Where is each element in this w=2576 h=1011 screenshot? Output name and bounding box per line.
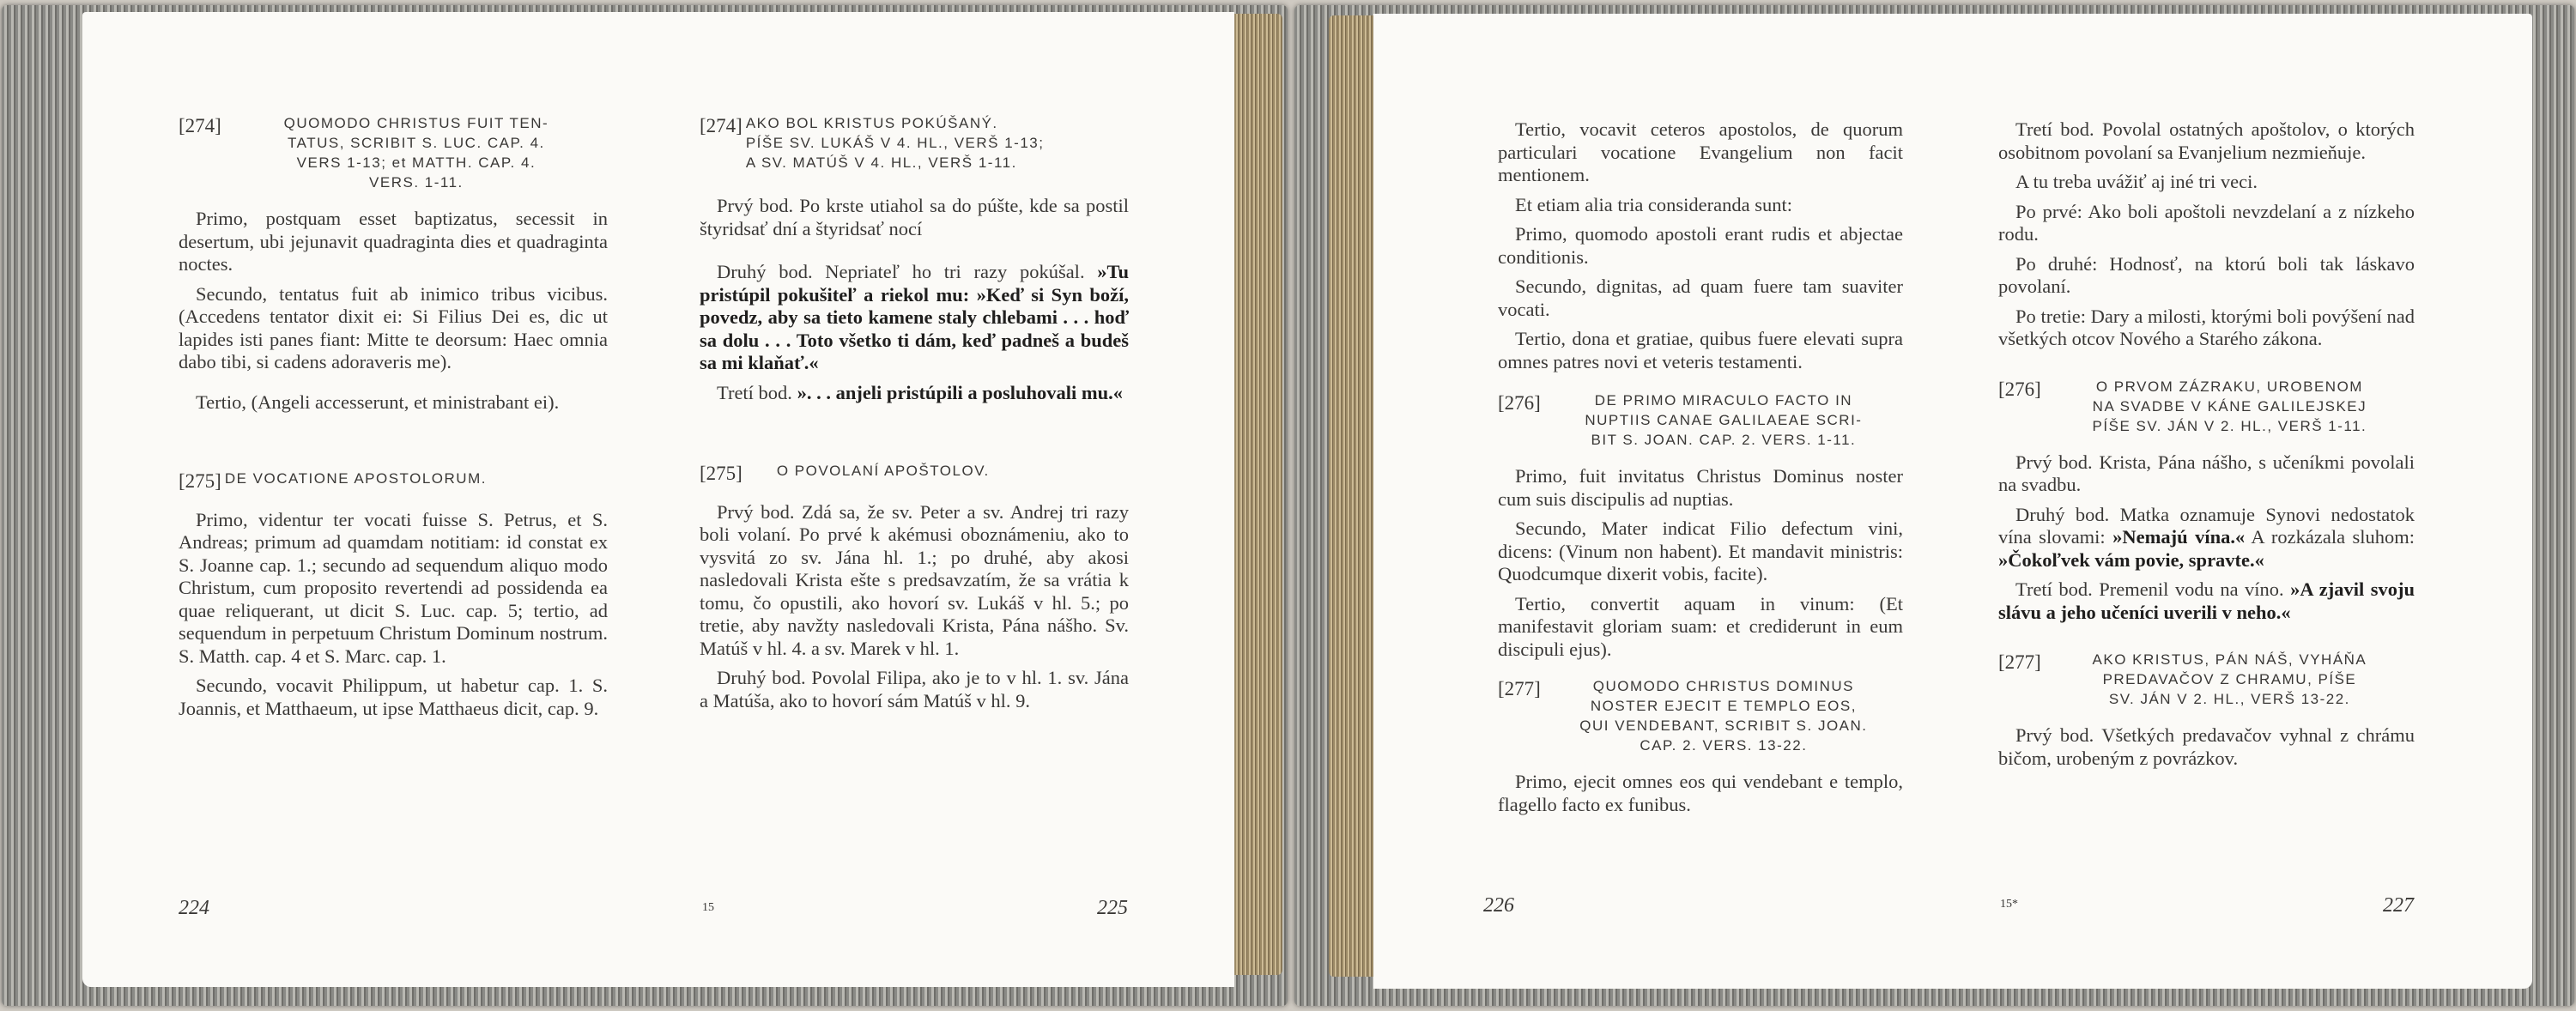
section-title: DE VOCATIONE APOSTOLORUM.	[224, 470, 487, 487]
paragraph: Primo, videntur ter vocati fuisse S. Petrus, et S. Andreas; primum ad quamdam notitiam: id constat ex S. Joanne cap. 1.; secundo ad sequendum aliquo modo Christum, cum proposito revertendi ad possidenda ea quae reliquerant, ut dicit S. Luc. cap. 5; tertio, ad sequendum in perpetuum Christum Dominum nostrum. S. Matth. cap. 4 et S. Marc. cap. 1.	[179, 508, 608, 667]
section-heading-277	[1998, 650, 2415, 709]
section-number: [277]	[1498, 678, 1541, 699]
paragraph: Prvý bod. Všetkých predavačov vyhnal z chrámu bičom, urobeným z povrázkov.	[1998, 724, 2415, 769]
paragraph: Prvý bod. Zdá sa, že sv. Peter a sv. Andrej tri razy boli volaní. Po prvé k akémusi oboznámeniu, ako to vysvitá zo sv. Jána hl. 1.; po druhé, aby akosi nasledovali Krista ešte s predsavzatím, že sa vrátia k tomu, čo opustili, ako hovorí sv. Lukáš v hl. 5.; po tretie, aby navžty nasledovali Krista, Pána nášho. Sv. Matúš v hl. 4. a sv. Marek v hl. 1.	[700, 500, 1129, 659]
paragraph: Primo, postquam esset baptizatus, secessit in desertum, ubi jejunavit quadraginta dies et quadraginta noctes.	[179, 208, 608, 275]
paragraph: Tertio, convertit aquam in vinum: (Et manifestavit gloriam suam: et crediderunt in eum discipuli ejus).	[1498, 592, 1903, 660]
section-title: DE PRIMO MIRACULO FACTO IN NUPTIIS CANAE GALILAEAE SCRI- BIT S. JOAN. CAP. 2. VERS. 1-11.	[1585, 392, 1863, 448]
paragraph: Prvý bod. Po krste utiahol sa do púšte, kde sa postil štyridsať dní a štyridsať nocí	[700, 195, 1129, 239]
section-heading-274	[179, 113, 608, 192]
paragraph: Po druhé: Hodnosť, na ktorú boli tak láskavo povolaní.	[1998, 252, 2415, 297]
paragraph: Prvý bod. Krista, Pána nášho, s učeníkmi povolali na svadbu.	[1998, 451, 2415, 495]
paragraph: Druhý bod. Nepriateľ ho tri razy pokúšal. »Tu pristúpil pokušiteľ a riekol mu: »Keď si Syn boží, povedz, aby sa tieto kamene staly chlebami . . . hoď sa dolu . . . Toto všetko ti dám, keď padneš a budeš sa mi klaňať.«	[700, 261, 1129, 373]
page-number: 226	[1483, 894, 1514, 917]
paragraph: Secundo, Mater indicat Filio defectum vini, dicens: (Vinum non habent). Et mandavit ministris: Quodcumque dixerit vobis, facite).	[1498, 518, 1903, 584]
paragraph: Secundo, vocavit Philippum, ut habetur cap. 1. S. Joannis, et Matthaeum, ut ipse Matthaeus dicit, cap. 9.	[179, 675, 608, 719]
paragraph: Secundo, dignitas, ad quam fuere tam suaviter vocati.	[1498, 275, 1903, 320]
paragraph: Tertio, vocavit ceteros apostolos, de quorum particulari vocatione Evangelium non facit mentionem.	[1498, 118, 1903, 185]
paragraph: Secundo, tentatus fuit ab inimico tribus vicibus. (Accedens tentator dixit ei: Si Filius Dei es, dic ut lapides isti panes fiant: Mitte te deorsum: Haec omnia dabo tibi, si cadens adoraveris me).	[179, 282, 608, 372]
right-page-edges	[1329, 15, 1377, 977]
section-number: [276]	[1998, 378, 2041, 400]
left-page-edges	[1234, 14, 1282, 975]
paragraph: Primo, fuit invitatus Christus Dominus noster cum suis discipulis ad nuptias.	[1498, 465, 1903, 510]
section-heading-275	[700, 461, 1129, 486]
section-heading-275	[179, 469, 608, 493]
paragraph: Druhý bod. Matka oznamuje Synovi nedostatok vína slovami: »Nemajú vína.« A rozkázala sluhom: »Čokoľvek vám povie, spravte.«	[1998, 503, 2415, 571]
signature-mark: 15	[702, 901, 714, 914]
section-number: [277]	[1998, 651, 2041, 673]
paragraph: Et etiam alia tria consideranda sunt:	[1515, 193, 1793, 215]
section-title: QUOMODO CHRISTUS FUIT TEN- TATUS, SCRIBIT S. LUC. CAP. 4. VERS 1-13; et MATTH. CAP. 4. VERS. 1-11.	[283, 115, 549, 191]
paragraph: A tu treba uvážiť aj iné tri veci.	[2015, 171, 2258, 192]
page-224-column	[179, 113, 608, 727]
section-heading-274	[700, 113, 1129, 173]
page-227-column	[1998, 118, 2415, 777]
signature-mark: 15*	[2000, 898, 2018, 911]
paragraph: Tretí bod. ». . . anjeli pristúpili a posluhovali mu.«	[717, 381, 1124, 403]
section-title: AKO BOL KRISTUS POKÚŠANÝ. PÍŠE SV. LUKÁŠ V 4. HL., VERŠ 1-13; A SV. MATÚŠ V 4. HL., VERŠ 1-11.	[745, 115, 1045, 171]
section-heading-277	[1498, 676, 1903, 755]
section-title: QUOMODO CHRISTUS DOMINUS NOSTER EJECIT E TEMPLO EOS, QUI VENDEBANT, SCRIBIT S. JOAN. CAP. 2. VERS. 13-22.	[1579, 678, 1868, 754]
page-225-column	[700, 113, 1129, 719]
page-number: 227	[2383, 894, 2414, 917]
page-226-column	[1498, 118, 1903, 823]
section-number: [274]	[179, 115, 221, 136]
section-title: O PRVOM ZÁZRAKU, UROBENOM NA SVADBE V KÁNE GALILEJSKEJ PÍŠE SV. JÁN V 2. HL., VERŠ 1-11.	[2092, 378, 2367, 434]
section-heading-276	[1498, 390, 1903, 450]
paragraph: Tertio, dona et gratiae, quibus fuere elevati supra omnes patres novi et veteris testamenti.	[1498, 328, 1903, 372]
page-number: 225	[1097, 897, 1128, 919]
section-number: [276]	[1498, 392, 1541, 414]
section-heading-276	[1998, 377, 2415, 436]
section-number: [275]	[179, 470, 221, 492]
section-title: O POVOLANÍ APOŠTOLOV.	[776, 463, 990, 479]
paragraph: Primo, quomodo apostoli erant rudis et abjectae conditionis.	[1498, 223, 1903, 268]
paragraph: Druhý bod. Povolal Filipa, ako je to v hl. 1. sv. Jána a Matúša, ako to hovorí sám Matúš v hl. 9.	[700, 667, 1129, 711]
paragraph: Tretí bod. Premenil vodu na víno. »A zjavil svoju slávu a jeho učeníci uverili v neho.«	[1998, 578, 2415, 623]
section-title: AKO KRISTUS, PÁN NÁŠ, VYHÁŇA PREDAVAČOV Z CHRAMU, PÍŠE SV. JÁN V 2. HL., VERŠ 13-22.	[2092, 651, 2367, 707]
paragraph: Po tretie: Dary a milosti, ktorými boli povýšení nad všetkých otcov Nového a Starého zákona.	[1998, 305, 2415, 349]
section-number: [275]	[700, 463, 742, 484]
paragraph: Po prvé: Ako boli apoštoli nevzdelaní a z nízkeho rodu.	[1998, 200, 2415, 245]
paragraph: Primo, ejecit omnes eos qui vendebant e templo, flagello facto ex funibus.	[1498, 771, 1903, 815]
paragraph: Tretí bod. Povolal ostatných apoštolov, o ktorých osobitnom povolaní sa Evanjelium nezmieňuje.	[1998, 118, 2415, 163]
section-number: [274]	[700, 115, 742, 136]
page-number: 224	[179, 897, 209, 919]
paragraph: Tertio, (Angeli accesserunt, et ministrabant ei).	[196, 390, 560, 413]
